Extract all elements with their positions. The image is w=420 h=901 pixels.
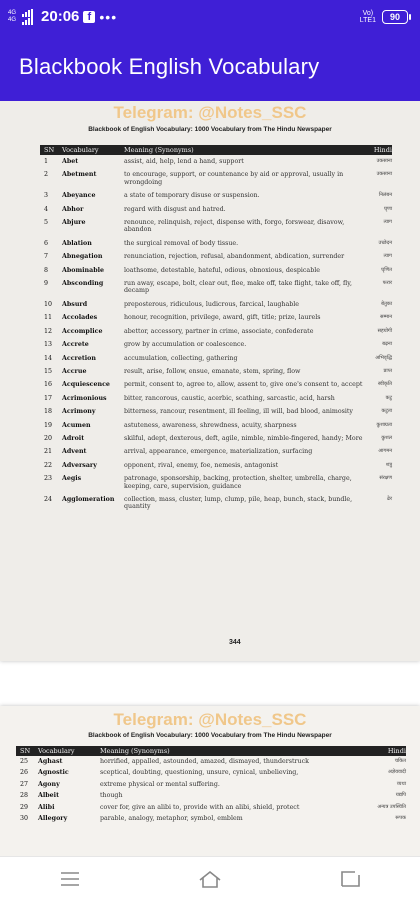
row-hindi: स्वीकृति <box>377 381 392 388</box>
row-hindi: आगमन <box>378 448 392 455</box>
row-meaning: bitter, rancorous, caustic, acerbic, scathing, sarcastic, acid, harsh <box>124 394 335 402</box>
row-meaning: arrival, appearance, emergence, materialization, surfacing <box>124 448 313 456</box>
row-word: Adversary <box>62 461 97 469</box>
row-word: Accolades <box>62 314 98 322</box>
vocabulary-table <box>16 746 406 824</box>
row-sn: 9 <box>44 280 49 288</box>
row-meaning: horrified, appalled, astounded, amazed, dismayed, thunderstruck <box>100 758 309 765</box>
back-icon <box>339 871 361 887</box>
table-header <box>40 145 392 155</box>
table-row <box>40 352 392 365</box>
row-hindi: कुशाग्रता <box>376 421 392 428</box>
row-meaning: grow by accumulation or coalescence. <box>124 341 247 349</box>
pdf-viewer[interactable] <box>0 101 420 856</box>
table-body <box>40 155 392 514</box>
row-hindi: अज्ञेयवादी <box>388 769 406 776</box>
row-word: Accrete <box>62 341 89 349</box>
row-meaning: opponent, rival, enemy, foe, nemesis, antagonist <box>124 461 279 469</box>
menu-icon <box>60 872 80 886</box>
row-word: Albeit <box>38 792 59 800</box>
vocabulary-table <box>40 145 392 514</box>
table-row <box>40 365 392 378</box>
page-number: 344 <box>229 639 241 646</box>
header-hindi: Hindi <box>387 747 406 755</box>
row-hindi: यद्यपि <box>395 792 406 799</box>
row-sn: 21 <box>44 448 53 456</box>
row-sn: 12 <box>44 327 53 335</box>
telegram-watermark: Telegram: @Notes_SSC <box>113 103 307 122</box>
header-hindi: Hindi <box>373 146 392 154</box>
app-title: Blackbook English Vocabulary <box>19 54 320 79</box>
row-meaning: permit, consent to, agree to, allow, assent to, give one's consent to, accept <box>124 381 363 389</box>
row-meaning: extreme physical or mental suffering. <box>100 780 220 788</box>
row-meaning: abettor, accessory, partner in crime, associate, confederate <box>124 327 314 335</box>
table-row <box>40 432 392 445</box>
row-meaning: honour, recognition, privilege, award, gift, title; prize, laurels <box>124 314 321 322</box>
header-sn: SN <box>44 146 55 154</box>
table-row <box>40 378 392 391</box>
row-sn: 6 <box>44 239 49 247</box>
row-word: Absconding <box>62 280 104 288</box>
volte-icon <box>360 10 376 24</box>
row-hindi: चकित <box>394 758 406 764</box>
row-meaning: renounce, relinquish, reject, dispense with, forgo, forswear, disavow, abandon <box>124 219 345 234</box>
row-hindi: सहयोगी <box>377 327 392 334</box>
row-hindi: ढेर <box>387 495 392 502</box>
row-meaning: parable, analogy, metaphor, symbol, emblem <box>100 815 243 823</box>
row-sn: 25 <box>20 758 29 765</box>
status-bar <box>0 0 420 33</box>
row-hindi: व्यथा <box>396 780 406 787</box>
row-hindi: उकसाना <box>376 158 392 164</box>
row-meaning: the surgical removal of body tissue. <box>124 239 239 247</box>
table-row <box>16 779 406 790</box>
row-word: Acquiescence <box>62 381 110 389</box>
row-hindi: उच्छेदन <box>378 239 392 246</box>
row-hindi: निलंबन <box>378 192 392 199</box>
pdf-page-next <box>0 706 420 856</box>
header-meaning: Meaning (Synonyms) <box>124 146 194 154</box>
row-sn: 7 <box>44 253 49 261</box>
table-row <box>40 405 392 418</box>
row-word: Aghast <box>38 758 63 765</box>
row-word: Agony <box>38 780 60 788</box>
row-sn: 17 <box>44 394 53 402</box>
row-hindi: अन्यत्र उपस्थिति <box>377 803 406 810</box>
row-hindi: कटुता <box>381 408 392 415</box>
row-word: Abeyance <box>62 192 96 200</box>
app-bar <box>0 33 420 101</box>
table-row <box>40 168 392 189</box>
more-notifications-icon: ••• <box>99 8 118 25</box>
row-meaning: though <box>100 792 123 800</box>
row-word: Abnegation <box>62 253 103 261</box>
status-right <box>360 10 408 24</box>
home-button[interactable] <box>190 864 230 894</box>
row-sn: 5 <box>44 219 49 227</box>
row-sn: 19 <box>44 421 53 429</box>
row-hindi: कुशल <box>381 434 392 441</box>
table-row <box>40 298 392 311</box>
cell-bars-icon <box>22 9 33 25</box>
row-hindi: फरार <box>382 280 392 287</box>
row-sn: 16 <box>44 381 53 389</box>
status-left <box>8 8 117 25</box>
page-subtitle: Blackbook of English Vocabulary: 1000 Vocabulary from The Hindu Newspaper <box>88 732 332 739</box>
sim1-network-label: 4G <box>8 9 17 16</box>
row-sn: 13 <box>44 341 53 349</box>
table-header <box>16 746 406 756</box>
battery-icon: 90 <box>382 10 408 24</box>
row-sn: 23 <box>44 475 53 483</box>
pdf-page-344 <box>0 101 420 661</box>
row-sn: 26 <box>20 769 29 777</box>
row-sn: 4 <box>44 205 49 213</box>
row-word: Agnostic <box>38 769 69 777</box>
row-sn: 1 <box>44 158 49 165</box>
table-row <box>40 237 392 250</box>
row-word: Alibi <box>38 803 55 811</box>
row-sn: 10 <box>44 300 53 308</box>
row-hindi: त्याग <box>383 219 392 226</box>
table-row <box>40 472 392 493</box>
row-hindi: प्राप्त <box>383 367 392 374</box>
row-word: Accrue <box>62 367 87 375</box>
navigation-bar <box>0 856 420 901</box>
row-meaning: skilful, adept, dexterous, deft, agile, nimble, nimble-fingered, handy; More <box>124 434 363 442</box>
row-meaning: bitterness, rancour, resentment, ill feeling, ill will, bad blood, animosity <box>124 408 353 416</box>
header-sn: SN <box>20 747 31 755</box>
table-row <box>40 311 392 324</box>
row-hindi: कटु <box>385 394 392 401</box>
row-word: Allegory <box>38 815 68 823</box>
row-word: Abjure <box>62 219 86 227</box>
facebook-notification-icon: f <box>83 11 95 23</box>
header-meaning: Meaning (Synonyms) <box>100 747 170 755</box>
volte-bottom-label: LTE1 <box>359 16 376 24</box>
row-sn: 28 <box>20 792 29 800</box>
row-word: Abetment <box>62 171 97 179</box>
table-row <box>40 216 392 237</box>
row-sn: 29 <box>20 803 29 811</box>
row-hindi: अभिवृद्धि <box>375 354 392 361</box>
header-word: Vocabulary <box>38 747 75 755</box>
table-row <box>40 493 392 514</box>
status-time: 20:06 <box>41 8 80 25</box>
row-word: Accretion <box>62 354 96 362</box>
table-row <box>40 419 392 432</box>
row-meaning: astuteness, awareness, shrewdness, acuity, sharpness <box>124 421 297 429</box>
row-hindi: घृणा <box>384 205 392 212</box>
table-row <box>40 250 392 263</box>
row-hindi: रूपक <box>395 815 406 822</box>
row-word: Abominable <box>62 266 105 274</box>
table-row <box>40 325 392 338</box>
table-row <box>40 277 392 298</box>
row-sn: 3 <box>44 192 49 200</box>
row-sn: 22 <box>44 461 53 469</box>
table-row <box>40 459 392 472</box>
table-row <box>16 790 406 801</box>
row-sn: 11 <box>44 314 53 322</box>
row-hindi: बढ़ना <box>382 341 392 348</box>
row-sn: 8 <box>44 266 49 274</box>
row-meaning: sceptical, doubting, questioning, unsure, cynical, unbelieving, <box>100 769 299 777</box>
row-hindi: शत्रु <box>385 461 392 468</box>
row-sn: 18 <box>44 408 53 416</box>
row-meaning: assist, aid, help, lend a hand, support <box>124 158 244 165</box>
header-word: Vocabulary <box>62 146 99 154</box>
row-meaning: to encourage, support, or countenance by aid or approval, usually in wrongdoing <box>124 171 344 186</box>
row-meaning: renunciation, rejection, refusal, abandonment, abdication, surrender <box>124 253 345 261</box>
row-meaning: cover for, give an alibi to, provide with an alibi, shield, protect <box>100 803 300 811</box>
row-hindi: संरक्षण <box>379 475 392 482</box>
row-meaning: loathsome, detestable, hateful, odious, obnoxious, despicable <box>124 266 320 274</box>
row-word: Absurd <box>62 300 88 308</box>
row-sn: 15 <box>44 367 53 375</box>
row-sn: 14 <box>44 354 53 362</box>
table-row <box>40 203 392 216</box>
table-row <box>40 445 392 458</box>
table-row <box>40 338 392 351</box>
row-meaning: accumulation, collecting, gathering <box>124 354 238 362</box>
table-row <box>16 802 406 813</box>
table-row <box>40 392 392 405</box>
row-word: Advent <box>62 448 87 456</box>
sim2-network-label: 4G <box>8 16 17 23</box>
row-hindi: बेतुका <box>381 300 392 307</box>
row-hindi: सम्मान <box>380 314 392 321</box>
sim-signal-icon <box>8 10 16 24</box>
row-word: Ablation <box>62 239 92 247</box>
row-hindi: घृणित <box>381 266 392 273</box>
row-word: Acrimony <box>62 408 96 416</box>
row-sn: 20 <box>44 434 53 442</box>
row-meaning: result, arise, follow, ensue, emanate, stem, spring, flow <box>124 367 301 375</box>
table-row <box>40 189 392 202</box>
telegram-watermark: Telegram: @Notes_SSC <box>113 710 307 729</box>
row-meaning: regard with disgust and hatred. <box>124 205 226 213</box>
table-row <box>40 155 392 168</box>
row-meaning: collection, mass, cluster, lump, clump, pile, heap, bunch, stack, bundle, quantity <box>124 495 353 511</box>
row-sn: 2 <box>44 171 49 179</box>
menu-button[interactable] <box>50 864 90 894</box>
row-sn: 24 <box>44 495 53 503</box>
row-hindi: उकसाना <box>376 171 392 178</box>
page-subtitle: Blackbook of English Vocabulary: 1000 Vocabulary from The Hindu Newspaper <box>88 126 332 133</box>
row-meaning: patronage, sponsorship, backing, protection, shelter, umbrella, charge, keeping, care, supervision, guidance <box>124 475 352 490</box>
row-word: Agglomeration <box>62 495 115 503</box>
row-word: Accomplice <box>62 327 103 335</box>
volte-top-label: Vo) <box>362 9 374 17</box>
table-body <box>16 756 406 824</box>
row-meaning: run away, escape, bolt, clear out, flee, make off, take flight, take off, fly, decamp <box>124 280 352 295</box>
row-word: Acrimonious <box>62 394 107 402</box>
table-row <box>40 264 392 277</box>
row-word: Adroit <box>62 434 85 442</box>
row-meaning: preposterous, ridiculous, ludicrous, farcical, laughable <box>124 300 300 308</box>
row-word: Acumen <box>62 421 91 429</box>
row-hindi: त्याग <box>383 253 392 260</box>
table-row <box>16 767 406 778</box>
row-word: Abhor <box>62 205 84 213</box>
row-meaning: a state of temporary disuse or suspension. <box>124 192 260 200</box>
table-row <box>16 756 406 767</box>
row-sn: 30 <box>20 815 29 823</box>
row-word: Abet <box>62 158 79 165</box>
table-row <box>16 813 406 824</box>
home-icon <box>198 870 222 888</box>
back-button[interactable] <box>330 864 370 894</box>
row-sn: 27 <box>20 780 29 788</box>
row-word: Aegis <box>62 475 82 483</box>
